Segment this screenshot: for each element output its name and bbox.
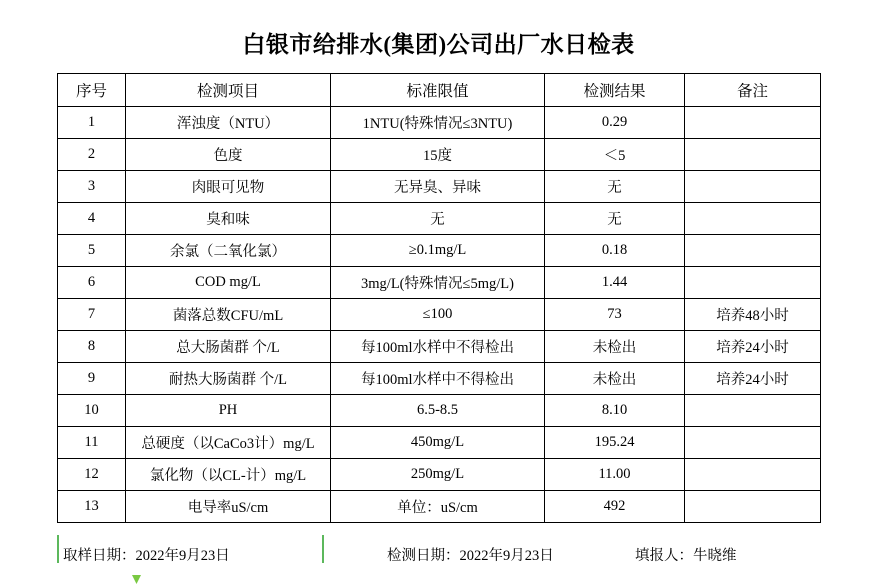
cell-remark [685, 267, 821, 299]
cell-result: 195.24 [545, 427, 685, 459]
cell-result: 0.18 [545, 235, 685, 267]
sample-date-text: 取样日期：2022年9月23日 [63, 548, 230, 564]
table-row [58, 299, 821, 331]
cell-item: 余氯（二氧化氯） [126, 235, 331, 267]
cell-result: 无 [545, 171, 685, 203]
cell-item: COD mg/L [126, 267, 331, 299]
cell-limit: 15度 [331, 139, 545, 171]
cell-result: 未检出 [545, 331, 685, 363]
test-date-text: 检测日期：2022年9月23日 [387, 548, 554, 564]
cell-no: 13 [58, 491, 126, 523]
cell-remark [685, 203, 821, 235]
cell-no: 7 [58, 299, 126, 331]
cell-limit: 每100ml水样中不得检出 [331, 363, 545, 395]
cell-result: 492 [545, 491, 685, 523]
column-header-result: 检测结果 [545, 74, 685, 107]
cell-no: 2 [58, 139, 126, 171]
cell-result: 11.00 [545, 459, 685, 491]
cell-remark: 培养24小时 [685, 331, 821, 363]
cell-remark [685, 491, 821, 523]
cell-remark [685, 171, 821, 203]
table-row [58, 107, 821, 139]
cell-no: 9 [58, 363, 126, 395]
cell-no: 1 [58, 107, 126, 139]
table-row [58, 459, 821, 491]
cell-item: 菌落总数CFU/mL [126, 299, 331, 331]
cell-no: 4 [58, 203, 126, 235]
green-edge-mark [322, 535, 324, 563]
cell-remark [685, 395, 821, 427]
table-header-row [58, 74, 821, 107]
cell-no: 12 [58, 459, 126, 491]
cell-remark [685, 107, 821, 139]
cell-limit: 单位：uS/cm [331, 491, 545, 523]
cell-result: 0.29 [545, 107, 685, 139]
cell-no: 3 [58, 171, 126, 203]
cell-item: 耐热大肠菌群 个/L [126, 363, 331, 395]
table-row [58, 395, 821, 427]
cell-remark [685, 459, 821, 491]
cell-remark [685, 235, 821, 267]
column-header-no: 序号 [58, 74, 126, 107]
cell-result: 73 [545, 299, 685, 331]
cell-remark [685, 139, 821, 171]
cell-no: 11 [58, 427, 126, 459]
cell-limit: 无异臭、异味 [331, 171, 545, 203]
cell-result: 无 [545, 203, 685, 235]
column-header-remark: 备注 [685, 74, 821, 107]
table-row [58, 363, 821, 395]
column-header-limit: 标准限值 [331, 74, 545, 107]
column-header-item: 检测项目 [126, 74, 331, 107]
table-row [58, 427, 821, 459]
table-row [58, 267, 821, 299]
cell-limit: 6.5-8.5 [331, 395, 545, 427]
cell-no: 5 [58, 235, 126, 267]
table-body [58, 74, 821, 523]
water-quality-table [57, 73, 821, 523]
filled-by-text: 填报人：牛晓维 [635, 548, 737, 564]
cell-item: 色度 [126, 139, 331, 171]
table-row [58, 491, 821, 523]
cell-item: PH [126, 395, 331, 427]
cell-remark: 培养48小时 [685, 299, 821, 331]
cell-item: 总硬度（以CaCo3计）mg/L [126, 427, 331, 459]
cell-result: 8.10 [545, 395, 685, 427]
table-row [58, 331, 821, 363]
cell-limit: 450mg/L [331, 427, 545, 459]
table-row [58, 203, 821, 235]
cell-limit: 250mg/L [331, 459, 545, 491]
cell-no: 8 [58, 331, 126, 363]
cell-item: 浑浊度（NTU） [126, 107, 331, 139]
cell-item: 肉眼可见物 [126, 171, 331, 203]
cell-item: 总大肠菌群 个/L [126, 331, 331, 363]
cell-limit: 3mg/L(特殊情况≤5mg/L) [331, 267, 545, 299]
cell-item: 氯化物（以CL-计）mg/L [126, 459, 331, 491]
cell-result: 未检出 [545, 363, 685, 395]
cell-result: ＜5 [545, 139, 685, 171]
table-row [58, 235, 821, 267]
cell-limit: ≤100 [331, 299, 545, 331]
cell-limit: 1NTU(特殊情况≤3NTU) [331, 107, 545, 139]
cell-remark [685, 427, 821, 459]
green-triangle-marker [132, 575, 141, 584]
table-row [58, 139, 821, 171]
cell-no: 6 [58, 267, 126, 299]
cell-limit: ≥0.1mg/L [331, 235, 545, 267]
green-edge-mark [57, 535, 59, 563]
cell-no: 10 [58, 395, 126, 427]
cell-limit: 无 [331, 203, 545, 235]
cell-remark: 培养24小时 [685, 363, 821, 395]
cell-result: 1.44 [545, 267, 685, 299]
cell-item: 电导率uS/cm [126, 491, 331, 523]
cell-limit: 每100ml水样中不得检出 [331, 331, 545, 363]
table-row [58, 171, 821, 203]
footer [57, 541, 820, 567]
page-title: 白银市给排水(集团)公司出厂水日检表 [242, 32, 635, 57]
cell-item: 臭和味 [126, 203, 331, 235]
